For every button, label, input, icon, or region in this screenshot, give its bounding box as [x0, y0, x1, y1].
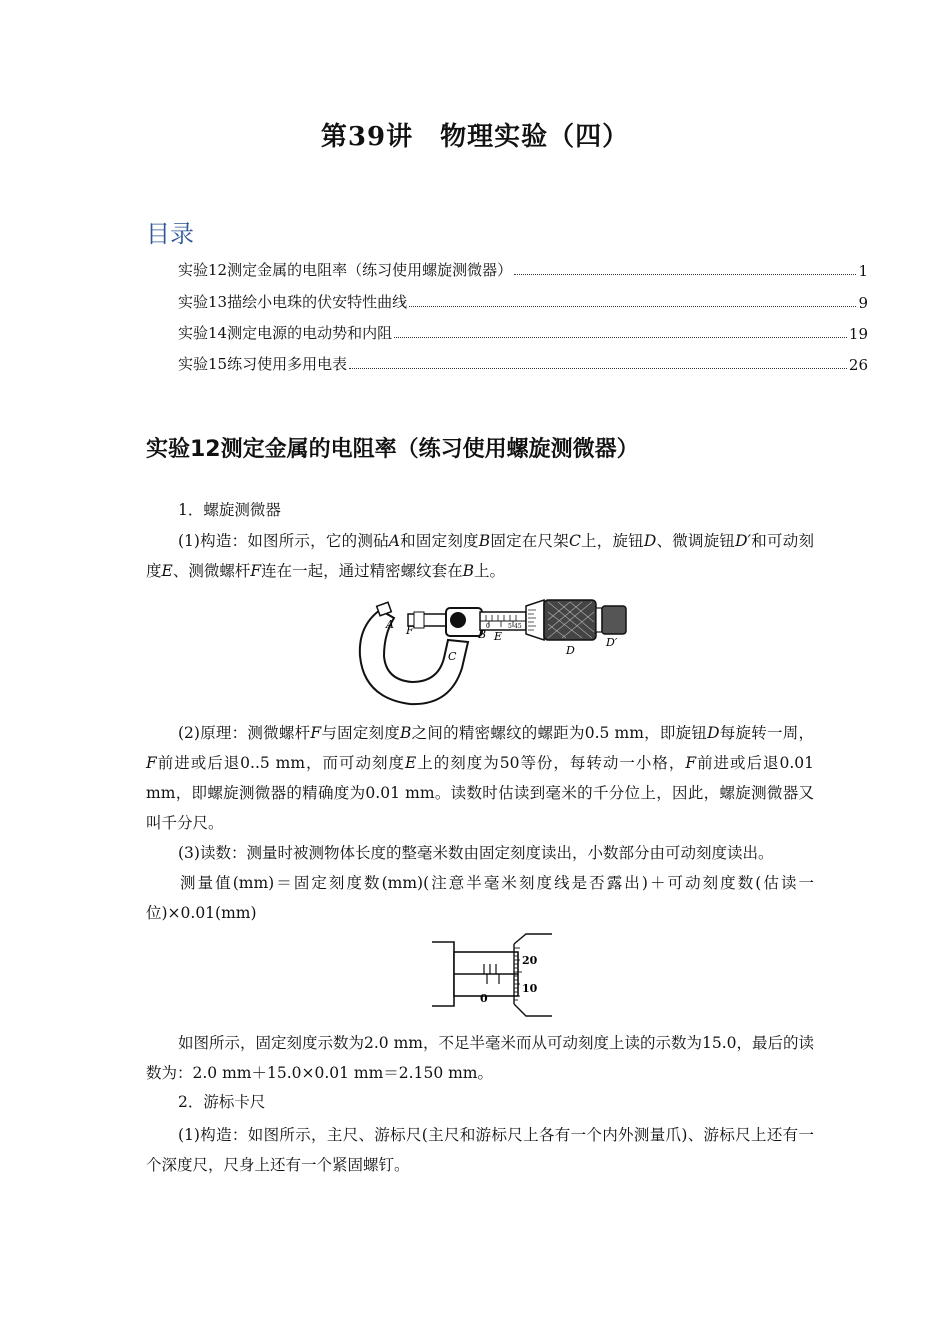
toc-entry[interactable] — [178, 352, 868, 374]
subheading-caliper: 2．游标卡尺 — [178, 1093, 266, 1111]
label-D-prime: D′ — [606, 636, 618, 649]
label-D: D — [566, 644, 575, 657]
subheading-micrometer: 1．螺旋测微器 — [178, 501, 281, 519]
thimble-scale-45: 45 — [514, 623, 522, 630]
label-E: E — [494, 630, 503, 643]
toc-leader — [394, 336, 847, 338]
toc-entry-text: 实验15练习使用多用电表 — [178, 355, 348, 373]
scale-label-20: 20 — [522, 954, 538, 967]
paragraph-example: 如图所示，固定刻度示数为2.0 mm，不足半毫米而从可动刻度上读的示数为15.0，最后的读数为：2.0 mm＋15.0×0.01 mm＝2.150 mm。 — [146, 1034, 814, 1082]
toc-leader — [409, 305, 856, 307]
micrometer-figure — [350, 596, 640, 708]
sleeve-scale-5: 5 — [508, 623, 512, 630]
toc-leader — [514, 273, 856, 275]
toc-entry-page: 26 — [848, 356, 868, 374]
toc-heading: 目录 — [146, 220, 194, 248]
paragraph-caliper-structure: (1)构造：如图所示，主尺、游标尺(主尺和游标尺上各有一个内外测量爪)、游标尺上还有一个深度尺，尺身上还有一个紧固螺钉。 — [146, 1126, 814, 1174]
label-C: C — [448, 650, 457, 663]
paragraph-principle: (2)原理：测微螺杆F与固定刻度B之间的精密螺纹的螺距为0.5 mm，即旋钮D每旋转一周，F前进或后退0..5 mm，而可动刻度E上的刻度为50等份，每转动一小格，F前进或后退0.01 mm，即螺旋测微器的精确度为0.01 mm。读数时估读到毫米的千分位上，因此，螺旋测微器又叫千分尺。 — [146, 724, 815, 832]
paragraph-reading: (3)读数：测量时被测物体长度的整毫米数由固定刻度读出，小数部分由可动刻度读出。 — [178, 844, 774, 862]
paragraph-formula: 测量值(mm)＝固定刻度数(mm)(注意半毫米刻度线是否露出)＋可动刻度数(估读一位)×0.01(mm) — [146, 874, 814, 922]
label-B: B — [478, 628, 487, 641]
toc-entry-text: 实验12测定金属的电阻率（练习使用螺旋测微器） — [178, 261, 513, 279]
page-title: 第39讲 物理实验（四） — [320, 122, 630, 152]
toc-leader — [349, 367, 847, 369]
toc-entry-page: 1 — [858, 262, 868, 280]
sleeve-scale-0: 0 — [486, 623, 490, 630]
scale-label-10: 10 — [522, 982, 538, 995]
toc-entry[interactable] — [178, 321, 868, 343]
scale-label-0: 0 — [480, 992, 488, 1005]
reading-scale-figure — [430, 930, 554, 1020]
toc-entry-text: 实验14测定电源的电动势和内阻 — [178, 324, 393, 342]
toc-entry[interactable] — [178, 290, 868, 312]
label-A: A — [386, 618, 394, 631]
section-heading: 实验12测定金属的电阻率（练习使用螺旋测微器） — [146, 437, 639, 462]
toc-entry-page: 9 — [858, 294, 868, 312]
label-F: F — [406, 624, 414, 637]
toc-entry[interactable] — [178, 258, 868, 280]
toc-entry-page: 19 — [848, 325, 868, 343]
toc-entry-text: 实验13描绘小电珠的伏安特性曲线 — [178, 293, 408, 311]
paragraph-structure: (1)构造：如图所示，它的测砧A和固定刻度B固定在尺架C上，旋钮D、微调旋钮D′和可动刻度E、测微螺杆F连在一起，通过精密螺纹套在B上。 — [146, 532, 814, 580]
